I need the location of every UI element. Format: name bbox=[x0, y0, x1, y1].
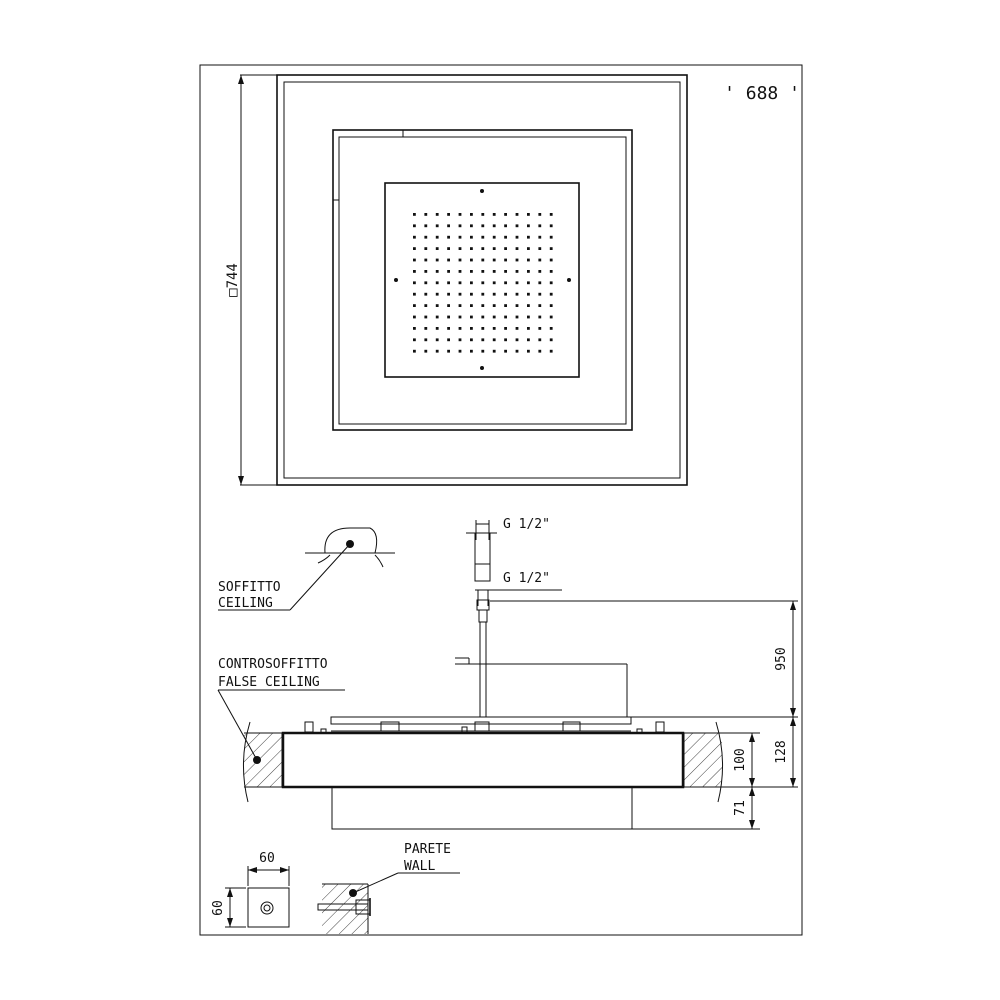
nozzle bbox=[447, 316, 450, 319]
nozzle bbox=[538, 316, 541, 319]
nozzle bbox=[550, 247, 553, 250]
nozzle bbox=[516, 338, 519, 341]
connection-label-top: G 1/2" bbox=[503, 517, 550, 532]
nozzle bbox=[424, 247, 427, 250]
nozzle bbox=[527, 304, 530, 307]
nozzle bbox=[424, 338, 427, 341]
nozzle bbox=[538, 304, 541, 307]
nozzle bbox=[504, 236, 507, 239]
nozzle bbox=[459, 259, 462, 262]
nozzle bbox=[527, 213, 530, 216]
nozzle bbox=[424, 304, 427, 307]
nozzle bbox=[538, 327, 541, 330]
nozzle bbox=[470, 304, 473, 307]
nozzle bbox=[527, 236, 530, 239]
nozzle bbox=[493, 327, 496, 330]
nozzle bbox=[516, 293, 519, 296]
ceiling-detail bbox=[218, 528, 395, 611]
screw-marks bbox=[394, 189, 571, 370]
nozzle bbox=[424, 259, 427, 262]
nozzle bbox=[424, 213, 427, 216]
nozzle bbox=[424, 236, 427, 239]
dimension-box-width: 60 bbox=[259, 851, 275, 866]
nozzle bbox=[459, 350, 462, 353]
nozzle bbox=[538, 281, 541, 284]
nozzle bbox=[470, 270, 473, 273]
nozzle bbox=[504, 270, 507, 273]
wall-label-it: PARETE bbox=[404, 842, 451, 857]
nozzle bbox=[493, 270, 496, 273]
nozzle bbox=[424, 350, 427, 353]
nozzle bbox=[470, 327, 473, 330]
nozzle bbox=[436, 293, 439, 296]
nozzle bbox=[436, 281, 439, 284]
nozzle bbox=[550, 259, 553, 262]
nozzle bbox=[447, 327, 450, 330]
nozzle bbox=[447, 213, 450, 216]
nozzle bbox=[436, 247, 439, 250]
nozzle bbox=[504, 247, 507, 250]
nozzle bbox=[481, 270, 484, 273]
nozzle bbox=[527, 281, 530, 284]
nozzle bbox=[538, 259, 541, 262]
nozzle bbox=[493, 316, 496, 319]
nozzle bbox=[550, 338, 553, 341]
nozzle bbox=[550, 304, 553, 307]
nozzle bbox=[447, 281, 450, 284]
nozzle bbox=[504, 338, 507, 341]
nozzle bbox=[538, 236, 541, 239]
nozzle bbox=[504, 350, 507, 353]
nozzle bbox=[447, 270, 450, 273]
nozzle bbox=[527, 338, 530, 341]
nozzle bbox=[493, 304, 496, 307]
nozzle bbox=[504, 304, 507, 307]
nozzle bbox=[424, 316, 427, 319]
nozzle bbox=[493, 236, 496, 239]
model-code: ' 688 ' bbox=[724, 83, 800, 104]
nozzle bbox=[493, 281, 496, 284]
nozzle bbox=[527, 293, 530, 296]
nozzle bbox=[459, 338, 462, 341]
nozzle bbox=[481, 327, 484, 330]
nozzle bbox=[459, 304, 462, 307]
nozzle bbox=[424, 270, 427, 273]
nozzle bbox=[527, 270, 530, 273]
nozzle bbox=[481, 224, 484, 227]
nozzle-grid bbox=[413, 213, 553, 353]
nozzle bbox=[550, 316, 553, 319]
nozzle bbox=[481, 259, 484, 262]
nozzle bbox=[504, 213, 507, 216]
nozzle bbox=[504, 224, 507, 227]
nozzle bbox=[436, 224, 439, 227]
nozzle bbox=[413, 236, 416, 239]
nozzle bbox=[481, 350, 484, 353]
nozzle bbox=[550, 224, 553, 227]
nozzle bbox=[459, 270, 462, 273]
nozzle bbox=[436, 236, 439, 239]
nozzle bbox=[413, 213, 416, 216]
nozzle bbox=[436, 327, 439, 330]
nozzle bbox=[413, 259, 416, 262]
nozzle bbox=[413, 281, 416, 284]
false-ceiling-label-en: FALSE CEILING bbox=[218, 675, 320, 690]
nozzle bbox=[493, 338, 496, 341]
nozzle bbox=[424, 281, 427, 284]
plan-view bbox=[225, 75, 800, 485]
drawing-frame bbox=[200, 65, 802, 935]
nozzle bbox=[436, 338, 439, 341]
nozzle bbox=[481, 316, 484, 319]
nozzle bbox=[447, 247, 450, 250]
nozzle bbox=[470, 293, 473, 296]
nozzle bbox=[436, 304, 439, 307]
dimension-100: 100 bbox=[733, 748, 748, 772]
nozzle bbox=[447, 293, 450, 296]
nozzle bbox=[447, 236, 450, 239]
dimension-128: 128 bbox=[774, 740, 789, 764]
nozzle bbox=[516, 224, 519, 227]
nozzle bbox=[516, 316, 519, 319]
nozzle bbox=[413, 247, 416, 250]
plan-dimension-label: □744 bbox=[225, 263, 241, 297]
nozzle bbox=[413, 327, 416, 330]
nozzle bbox=[527, 259, 530, 262]
nozzle bbox=[447, 350, 450, 353]
nozzle bbox=[550, 236, 553, 239]
shower-head-plate bbox=[385, 183, 579, 377]
nozzle bbox=[459, 236, 462, 239]
nozzle bbox=[447, 224, 450, 227]
nozzle bbox=[550, 293, 553, 296]
nozzle bbox=[470, 247, 473, 250]
nozzle bbox=[447, 304, 450, 307]
connection-label-bottom: G 1/2" bbox=[503, 571, 550, 586]
nozzle bbox=[481, 293, 484, 296]
nozzle bbox=[424, 327, 427, 330]
false-ceiling-label-it: CONTROSOFFITTO bbox=[218, 657, 328, 672]
nozzle bbox=[459, 281, 462, 284]
nozzle bbox=[550, 270, 553, 273]
nozzle bbox=[516, 281, 519, 284]
nozzle bbox=[516, 247, 519, 250]
ceiling-label-en: CEILING bbox=[218, 596, 273, 611]
nozzle bbox=[413, 224, 416, 227]
nozzle bbox=[504, 293, 507, 296]
nozzle bbox=[516, 213, 519, 216]
nozzle bbox=[470, 259, 473, 262]
nozzle bbox=[516, 270, 519, 273]
nozzle bbox=[538, 293, 541, 296]
nozzle bbox=[527, 327, 530, 330]
nozzle bbox=[470, 281, 473, 284]
nozzle bbox=[481, 213, 484, 216]
nozzle bbox=[470, 213, 473, 216]
nozzle bbox=[527, 350, 530, 353]
nozzle bbox=[413, 304, 416, 307]
section-view bbox=[243, 517, 798, 829]
nozzle bbox=[527, 224, 530, 227]
nozzle bbox=[516, 327, 519, 330]
nozzle bbox=[436, 259, 439, 262]
shower-head-lower bbox=[332, 787, 632, 829]
dimension-950: 950 bbox=[774, 647, 789, 671]
nozzle bbox=[481, 236, 484, 239]
nozzle bbox=[481, 338, 484, 341]
shower-body bbox=[283, 733, 683, 787]
nozzle bbox=[493, 293, 496, 296]
nozzle bbox=[436, 350, 439, 353]
nozzle bbox=[470, 316, 473, 319]
nozzle bbox=[413, 270, 416, 273]
dimension-box-height: 60 bbox=[211, 900, 226, 916]
nozzle bbox=[538, 213, 541, 216]
nozzle bbox=[493, 259, 496, 262]
nozzle bbox=[504, 259, 507, 262]
nozzle bbox=[459, 213, 462, 216]
nozzle bbox=[516, 236, 519, 239]
nozzle bbox=[493, 350, 496, 353]
dimension-71: 71 bbox=[733, 800, 748, 816]
nozzle bbox=[493, 224, 496, 227]
nozzle bbox=[538, 350, 541, 353]
nozzle bbox=[516, 350, 519, 353]
wall-label-en: WALL bbox=[404, 859, 436, 874]
nozzle bbox=[527, 316, 530, 319]
nozzle bbox=[436, 270, 439, 273]
nozzle bbox=[504, 281, 507, 284]
nozzle bbox=[413, 316, 416, 319]
nozzle bbox=[516, 259, 519, 262]
nozzle bbox=[550, 213, 553, 216]
nozzle bbox=[504, 316, 507, 319]
nozzle bbox=[493, 213, 496, 216]
nozzle bbox=[413, 293, 416, 296]
nozzle bbox=[424, 293, 427, 296]
nozzle bbox=[481, 304, 484, 307]
nozzle bbox=[459, 327, 462, 330]
nozzle bbox=[538, 247, 541, 250]
nozzle bbox=[413, 338, 416, 341]
nozzle bbox=[459, 224, 462, 227]
nozzle bbox=[447, 259, 450, 262]
nozzle bbox=[459, 293, 462, 296]
nozzle bbox=[504, 327, 507, 330]
nozzle bbox=[493, 247, 496, 250]
nozzle bbox=[436, 316, 439, 319]
nozzle bbox=[447, 338, 450, 341]
nozzle bbox=[550, 281, 553, 284]
wall-box-detail bbox=[211, 842, 460, 934]
nozzle bbox=[459, 316, 462, 319]
nozzle bbox=[470, 224, 473, 227]
nozzle bbox=[538, 270, 541, 273]
nozzle bbox=[550, 327, 553, 330]
nozzle bbox=[538, 224, 541, 227]
nozzle bbox=[550, 350, 553, 353]
nozzle bbox=[413, 350, 416, 353]
nozzle bbox=[470, 236, 473, 239]
nozzle bbox=[470, 350, 473, 353]
nozzle bbox=[538, 338, 541, 341]
nozzle bbox=[481, 281, 484, 284]
nozzle bbox=[481, 247, 484, 250]
nozzle bbox=[527, 247, 530, 250]
nozzle bbox=[459, 247, 462, 250]
ceiling-label-it: SOFFITTO bbox=[218, 580, 281, 595]
nozzle bbox=[424, 224, 427, 227]
nozzle bbox=[516, 304, 519, 307]
nozzle bbox=[436, 213, 439, 216]
nozzle bbox=[470, 338, 473, 341]
